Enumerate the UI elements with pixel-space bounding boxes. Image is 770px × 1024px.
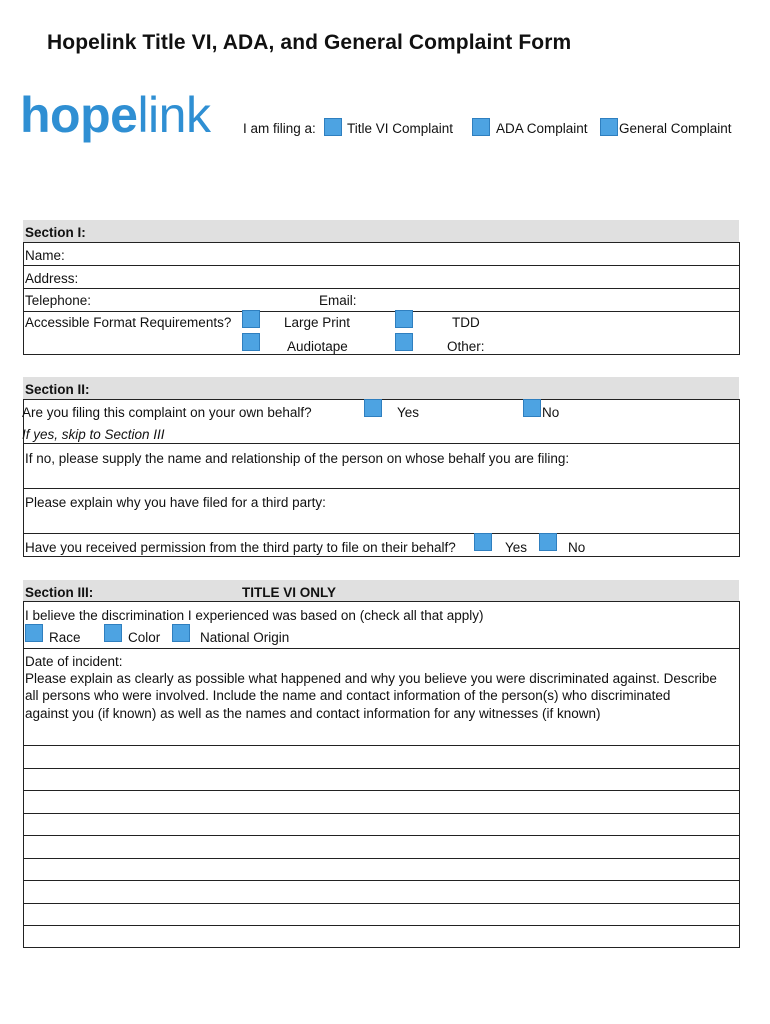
telephone-label: Telephone: <box>25 293 92 308</box>
address-label: Address: <box>25 271 79 286</box>
page-title: Hopelink Title VI, ADA, and General Complaint Form <box>47 31 572 54</box>
section1-box <box>23 242 740 355</box>
divider <box>23 925 740 926</box>
logo-part-link: link <box>137 87 211 143</box>
divider <box>23 790 740 791</box>
believe-prompt: I believe the discrimination I experienced was based on (check all that apply) <box>25 608 484 623</box>
own-behalf-question: Are you filing this complaint on your own behalf? <box>22 405 312 420</box>
color-checkbox[interactable] <box>104 624 122 642</box>
skip-note: If yes, skip to Section III <box>22 427 165 442</box>
accessible-label: Accessible Format Requirements? <box>25 315 232 330</box>
tdd-label: TDD <box>452 315 480 330</box>
title-vi-label: Title VI Complaint <box>347 121 454 136</box>
explain-line1: Please explain as clearly as possible what happened and why you believe you were discriminated against. Describe <box>25 671 717 686</box>
title-vi-only-heading: TITLE VI ONLY <box>242 585 337 600</box>
filing-label: I am filing a: <box>243 121 316 136</box>
divider <box>23 835 740 836</box>
permission-yes-label: Yes <box>505 540 528 555</box>
explain-third-prompt: Please explain why you have filed for a third party: <box>25 495 326 510</box>
divider <box>23 288 740 289</box>
own-behalf-no-checkbox[interactable] <box>523 399 541 417</box>
ada-label: ADA Complaint <box>496 121 588 136</box>
race-checkbox[interactable] <box>25 624 43 642</box>
other-label: Other: <box>447 339 485 354</box>
permission-question: Have you received permission from the third party to file on their behalf? <box>25 540 456 555</box>
ada-checkbox[interactable] <box>472 118 490 136</box>
audiotape-label: Audiotape <box>287 339 348 354</box>
section1-band <box>23 220 739 242</box>
divider <box>23 858 740 859</box>
if-no-prompt: If no, please supply the name and relationship of the person on whose behalf you are filing: <box>25 451 570 466</box>
name-label: Name: <box>25 248 65 263</box>
national-origin-label: National Origin <box>200 630 290 645</box>
tdd-checkbox[interactable] <box>395 310 413 328</box>
other-checkbox[interactable] <box>395 333 413 351</box>
hopelink-logo <box>20 87 211 143</box>
own-behalf-yes-label: Yes <box>397 405 420 420</box>
divider <box>23 648 740 649</box>
divider <box>23 533 740 534</box>
permission-yes-checkbox[interactable] <box>474 533 492 551</box>
permission-no-label: No <box>568 540 586 555</box>
general-checkbox[interactable] <box>600 118 618 136</box>
explain-line3: against you (if known) as well as the names and contact information for any witnesses (if known) <box>25 706 601 721</box>
national-origin-checkbox[interactable] <box>172 624 190 642</box>
race-label: Race <box>49 630 81 645</box>
date-label: Date of incident: <box>25 654 123 669</box>
own-behalf-yes-checkbox[interactable] <box>364 399 382 417</box>
audiotape-checkbox[interactable] <box>242 333 260 351</box>
divider <box>23 745 740 746</box>
divider <box>23 880 740 881</box>
section1-heading: Section I: <box>25 225 86 240</box>
divider <box>23 768 740 769</box>
divider <box>23 311 740 312</box>
divider <box>23 813 740 814</box>
permission-no-checkbox[interactable] <box>539 533 557 551</box>
large-print-checkbox[interactable] <box>242 310 260 328</box>
divider <box>23 265 740 266</box>
own-behalf-no-label: No <box>542 405 560 420</box>
email-label: Email: <box>319 293 357 308</box>
general-label: General Complaint <box>619 121 732 136</box>
section3-heading: Section III: <box>25 585 94 600</box>
divider <box>23 903 740 904</box>
large-print-label: Large Print <box>284 315 351 330</box>
divider <box>23 443 740 444</box>
section3-band <box>23 580 739 602</box>
color-label: Color <box>128 630 161 645</box>
section2-heading: Section II: <box>25 382 90 397</box>
section3-box <box>23 601 740 948</box>
section2-band <box>23 377 739 399</box>
title-vi-checkbox[interactable] <box>324 118 342 136</box>
explain-line2: all persons who were involved. Include the name and contact information of the person(s) who discriminated <box>25 688 671 703</box>
logo-part-hope: hope <box>20 87 138 143</box>
divider <box>23 488 740 489</box>
